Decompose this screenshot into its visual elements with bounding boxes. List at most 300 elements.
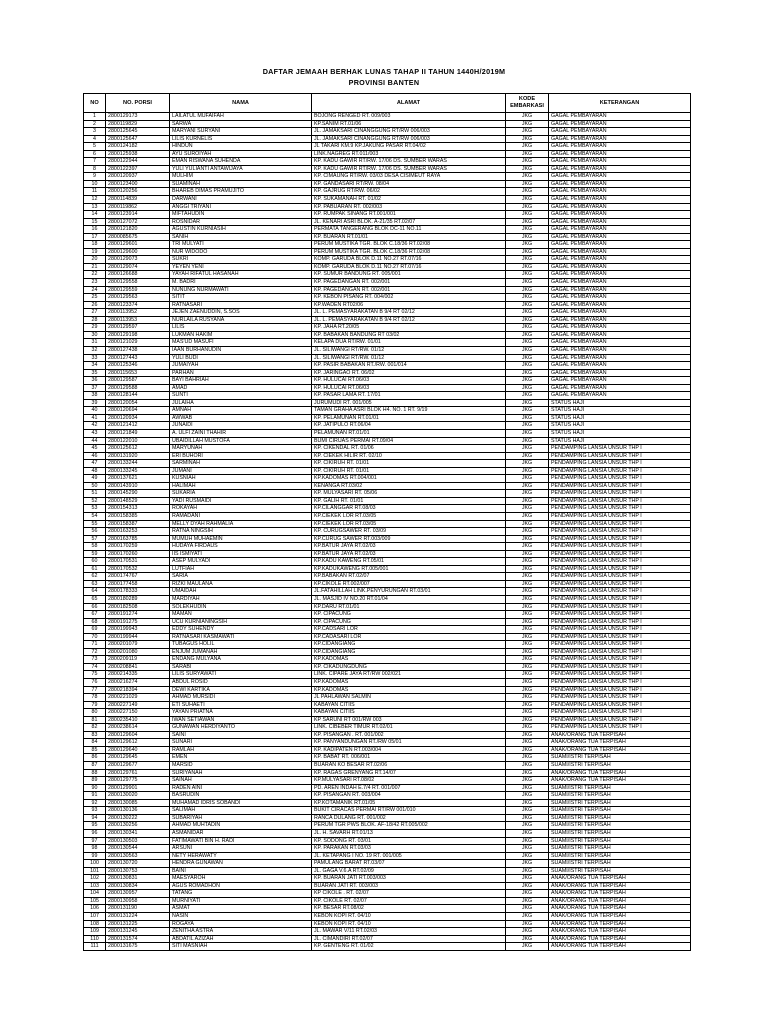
- table-row: [84, 309, 691, 317]
- cell-nama: SUNARI: [170, 739, 312, 747]
- table-row: [84, 920, 691, 928]
- cell-kode: JKG: [506, 233, 549, 241]
- cell-alamat: KP. GANDASARI RT/RW. 08/04: [312, 180, 506, 188]
- cell-kode: JKG: [506, 724, 549, 732]
- cell-kode: JKG: [506, 641, 549, 649]
- cell-alamat: KP.KADOMAS RT.004/001: [312, 475, 506, 483]
- cell-no: 63: [84, 580, 106, 588]
- cell-kode: JKG: [506, 739, 549, 747]
- cell-alamat: KP.BABAKAN RT.02/07: [312, 573, 506, 581]
- table-row: [84, 248, 691, 256]
- table-row: [84, 128, 691, 136]
- cell-no: 52: [84, 497, 106, 505]
- cell-porsi: 2800120694: [106, 407, 170, 415]
- cell-kode: JKG: [506, 867, 549, 875]
- table-row: [84, 271, 691, 279]
- cell-alamat: KOMP. GARUDA BLOK D.11 NO.27 RT.07/16: [312, 256, 506, 264]
- cell-no: 18: [84, 241, 106, 249]
- cell-kode: JKG: [506, 226, 549, 234]
- cell-kode: JKG: [506, 211, 549, 219]
- cell-kode: JKG: [506, 626, 549, 634]
- cell-alamat: LINK. CIPARE JAYA RT/RW 002/021: [312, 671, 506, 679]
- cell-porsi: 2800191275: [106, 618, 170, 626]
- cell-porsi: 2800158387: [106, 520, 170, 528]
- cell-alamat: KP CIKOLE . RT. 02/07: [312, 890, 506, 898]
- table-row: [84, 384, 691, 392]
- cell-keterangan: PENDAMPING LANSIA UNSUR THP I: [549, 467, 691, 475]
- cell-nama: RATNASARI: [170, 301, 312, 309]
- cell-keterangan: GAGAL PEMBAYARAN: [549, 301, 691, 309]
- cell-kode: JKG: [506, 203, 549, 211]
- table-row: [84, 656, 691, 664]
- cell-alamat: KP.CIKOLE RT.002/007: [312, 580, 506, 588]
- cell-keterangan: GAGAL PEMBAYARAN: [549, 354, 691, 362]
- table-row: [84, 316, 691, 324]
- cell-porsi: 2800163785: [106, 535, 170, 543]
- cell-porsi: 2800227150: [106, 709, 170, 717]
- table-row: [84, 875, 691, 883]
- cell-porsi: 2800227149: [106, 701, 170, 709]
- cell-nama: AYU SUROIYAH: [170, 150, 312, 158]
- cell-keterangan: PENDAMPING LANSIA UNSUR THP I: [549, 528, 691, 536]
- cell-keterangan: GAGAL PEMBAYARAN: [549, 188, 691, 196]
- cell-alamat: BUARAN KO BESAR RT.02/06: [312, 762, 506, 770]
- cell-no: 50: [84, 482, 106, 490]
- cell-alamat: PD. AREN INDAH E.7/4 RT. 001/007: [312, 784, 506, 792]
- cell-nama: TRI MULYATI: [170, 241, 312, 249]
- cell-nama: IWAN SETIAWAN: [170, 716, 312, 724]
- cell-porsi: 2800180289: [106, 596, 170, 604]
- cell-no: 71: [84, 641, 106, 649]
- cell-alamat: KP. SUKAMANAH RT. 01/02: [312, 196, 506, 204]
- cell-nama: IIS ISMIYATI: [170, 550, 312, 558]
- pilgrim-table: [83, 93, 691, 951]
- cell-nama: A. ULFI ZAINI THAHIR: [170, 429, 312, 437]
- cell-nama: MELLY DYAH RAHMALIA: [170, 520, 312, 528]
- cell-nama: ENDANG MULYANA: [170, 656, 312, 664]
- cell-nama: EMAN RISWANA SUHENDA: [170, 158, 312, 166]
- cell-kode: JKG: [506, 528, 549, 536]
- cell-nama: YEYEN YENI: [170, 263, 312, 271]
- cell-kode: JKG: [506, 158, 549, 166]
- cell-porsi: 2800121849: [106, 429, 170, 437]
- cell-no: 109: [84, 928, 106, 936]
- cell-porsi: 2800130831: [106, 875, 170, 883]
- cell-nama: AGUS ROMADHON: [170, 882, 312, 890]
- table-row: [84, 784, 691, 792]
- cell-alamat: KP.KADOMAS: [312, 656, 506, 664]
- cell-porsi: 2800125647: [106, 135, 170, 143]
- cell-no: 101: [84, 867, 106, 875]
- cell-porsi: 2800129775: [106, 777, 170, 785]
- cell-alamat: KP SARUNI RT 001/RW 003: [312, 716, 506, 724]
- table-row: [84, 807, 691, 815]
- cell-alamat: BUARAN JATI RT. 003/003: [312, 882, 506, 890]
- cell-kode: JKG: [506, 143, 549, 151]
- cell-nama: FATIMAWATI BIN H. RADI: [170, 837, 312, 845]
- table-row: [84, 120, 691, 128]
- cell-keterangan: ANAK/ORANG TUA TERPISAH: [549, 943, 691, 951]
- table-row: [84, 535, 691, 543]
- cell-no: 90: [84, 784, 106, 792]
- cell-keterangan: ANAK/ORANG TUA TERPISAH: [549, 912, 691, 920]
- cell-no: 88: [84, 769, 106, 777]
- cell-no: 48: [84, 467, 106, 475]
- cell-no: 93: [84, 807, 106, 815]
- cell-kode: JKG: [506, 452, 549, 460]
- cell-keterangan: PENDAMPING LANSIA UNSUR THP I: [549, 580, 691, 588]
- cell-porsi: 2800130720: [106, 860, 170, 868]
- cell-no: 26: [84, 301, 106, 309]
- cell-keterangan: SUAMI/ISTRI TERPISAH: [549, 792, 691, 800]
- cell-porsi: 2800113953: [106, 316, 170, 324]
- cell-kode: JKG: [506, 429, 549, 437]
- cell-porsi: 2800129612: [106, 739, 170, 747]
- cell-alamat: JL. KENARI ASRI BLOK. A-21/35 RT.02/07: [312, 218, 506, 226]
- table-row: [84, 762, 691, 770]
- cell-keterangan: PENDAMPING LANSIA UNSUR THP I: [549, 694, 691, 702]
- table-row: [84, 928, 691, 936]
- cell-kode: JKG: [506, 565, 549, 573]
- cell-no: 77: [84, 686, 106, 694]
- cell-alamat: KP.WADEN RT02/06: [312, 301, 506, 309]
- cell-keterangan: PENDAMPING LANSIA UNSUR THP I: [549, 648, 691, 656]
- cell-keterangan: GAGAL PEMBAYARAN: [549, 233, 691, 241]
- header-keterangan: KETERANGAN: [549, 94, 691, 113]
- cell-keterangan: PENDAMPING LANSIA UNSUR THP I: [549, 671, 691, 679]
- cell-porsi: 2800129645: [106, 754, 170, 762]
- cell-kode: JKG: [506, 460, 549, 468]
- cell-alamat: KP.BATUR JAYA RT.02/03: [312, 543, 506, 551]
- cell-nama: BAINI: [170, 867, 312, 875]
- table-row: [84, 686, 691, 694]
- cell-alamat: BUKIT CIRACAS PERMAI RT/RW 001/010: [312, 807, 506, 815]
- cell-keterangan: SUAMI/ISTRI TERPISAH: [549, 814, 691, 822]
- cell-no: 83: [84, 731, 106, 739]
- table-row: [84, 339, 691, 347]
- cell-nama: JUNAIDI: [170, 422, 312, 430]
- cell-keterangan: GAGAL PEMBAYARAN: [549, 256, 691, 264]
- table-row: [84, 731, 691, 739]
- cell-porsi: 2800119862: [106, 203, 170, 211]
- table-row: [84, 354, 691, 362]
- table-row: [84, 573, 691, 581]
- table-row: [84, 769, 691, 777]
- cell-alamat: KP. CIKIRUH RT. 01/01: [312, 460, 506, 468]
- cell-porsi: 2800129677: [106, 762, 170, 770]
- cell-kode: JKG: [506, 392, 549, 400]
- cell-no: 65: [84, 596, 106, 604]
- table-row: [84, 113, 691, 121]
- cell-kode: JKG: [506, 271, 549, 279]
- table-row: [84, 694, 691, 702]
- cell-keterangan: STATUS HAJI: [549, 422, 691, 430]
- cell-keterangan: SUAMI/ISTRI TERPISAH: [549, 837, 691, 845]
- cell-kode: JKG: [506, 384, 549, 392]
- cell-alamat: KP. JATIPULO RT.06/04: [312, 422, 506, 430]
- cell-keterangan: PENDAMPING LANSIA UNSUR THP I: [549, 618, 691, 626]
- cell-porsi: 2800133244: [106, 460, 170, 468]
- cell-kode: JKG: [506, 679, 549, 687]
- cell-no: 20: [84, 256, 106, 264]
- cell-keterangan: SUAMI/ISTRI TERPISAH: [549, 807, 691, 815]
- cell-nama: SUAMINAH: [170, 180, 312, 188]
- cell-nama: SARIA: [170, 573, 312, 581]
- cell-keterangan: STATUS HAJI: [549, 437, 691, 445]
- cell-no: 102: [84, 875, 106, 883]
- cell-porsi: 2800115653: [106, 369, 170, 377]
- cell-kode: JKG: [506, 286, 549, 294]
- table-row: [84, 377, 691, 385]
- table-row: [84, 346, 691, 354]
- cell-porsi: 2800129073: [106, 256, 170, 264]
- table-row: [84, 362, 691, 370]
- table-row: [84, 867, 691, 875]
- cell-keterangan: ANAK/ORANG TUA TERPISAH: [549, 739, 691, 747]
- cell-alamat: KP. JARINGAO RT. 06/02: [312, 369, 506, 377]
- cell-no: 35: [84, 369, 106, 377]
- cell-kode: JKG: [506, 543, 549, 551]
- cell-alamat: KP. HULUCAI RT.06/03: [312, 377, 506, 385]
- cell-kode: JKG: [506, 316, 549, 324]
- cell-kode: JKG: [506, 807, 549, 815]
- cell-nama: ARSUNI: [170, 845, 312, 853]
- cell-keterangan: GAGAL PEMBAYARAN: [549, 158, 691, 166]
- cell-porsi: 2800170532: [106, 565, 170, 573]
- cell-nama: NURLAILA RUSYANA: [170, 316, 312, 324]
- cell-kode: JKG: [506, 656, 549, 664]
- cell-kode: JKG: [506, 875, 549, 883]
- cell-no: 51: [84, 490, 106, 498]
- table-row: [84, 935, 691, 943]
- cell-porsi: 2800174767: [106, 573, 170, 581]
- cell-no: 61: [84, 565, 106, 573]
- cell-porsi: 2800154313: [106, 505, 170, 513]
- cell-alamat: KP. GALIH RT. 01/01: [312, 497, 506, 505]
- cell-nama: ZENITHA ASTRA: [170, 928, 312, 936]
- cell-keterangan: GAGAL PEMBAYARAN: [549, 165, 691, 173]
- cell-no: 74: [84, 663, 106, 671]
- cell-alamat: KP. PAGEDANGAN RT. 002/001: [312, 279, 506, 287]
- cell-no: 4: [84, 135, 106, 143]
- cell-nama: SAINAH: [170, 777, 312, 785]
- cell-nama: PARHAN: [170, 369, 312, 377]
- cell-keterangan: PENDAMPING LANSIA UNSUR THP I: [549, 550, 691, 558]
- cell-no: 97: [84, 837, 106, 845]
- table-header-row: [84, 94, 691, 113]
- cell-nama: MUMUH MUHAEMIN: [170, 535, 312, 543]
- cell-porsi: 2800131224: [106, 912, 170, 920]
- cell-porsi: 2800177458: [106, 580, 170, 588]
- cell-porsi: 2800130341: [106, 829, 170, 837]
- cell-no: 95: [84, 822, 106, 830]
- cell-no: 73: [84, 656, 106, 664]
- table-row: [84, 603, 691, 611]
- table-row: [84, 596, 691, 604]
- cell-nama: MARDIYAH: [170, 596, 312, 604]
- cell-no: 36: [84, 377, 106, 385]
- cell-porsi: 2800123400: [106, 180, 170, 188]
- cell-kode: JKG: [506, 701, 549, 709]
- cell-porsi: 2800201080: [106, 648, 170, 656]
- cell-porsi: 2800125645: [106, 128, 170, 136]
- cell-no: 110: [84, 935, 106, 943]
- cell-alamat: KOMP. GARUDA BLOK D.11 NO.27 RT.07/16: [312, 263, 506, 271]
- cell-porsi: 2800123914: [106, 211, 170, 219]
- cell-nama: HUDAYA FIRDAUS: [170, 543, 312, 551]
- cell-kode: JKG: [506, 731, 549, 739]
- cell-porsi: 2800130503: [106, 837, 170, 845]
- cell-alamat: KP. MULYASARI RT. 05/06: [312, 490, 506, 498]
- cell-alamat: KP. PAGEDANGAN RT. 002/001: [312, 286, 506, 294]
- table-row: [84, 482, 691, 490]
- cell-alamat: JL. GAGA V.6.A RT.02/09: [312, 867, 506, 875]
- cell-alamat: KP.CILANGGAR RT.08/03: [312, 505, 506, 513]
- table-row: [84, 331, 691, 339]
- table-row: [84, 256, 691, 264]
- table-row: [84, 452, 691, 460]
- cell-nama: MIFTAHUDIN: [170, 211, 312, 219]
- cell-nama: NUR WIDODO: [170, 248, 312, 256]
- cell-porsi: 2800137621: [106, 475, 170, 483]
- cell-alamat: BOJONG RENGED RT. 009/003: [312, 113, 506, 121]
- table-row: [84, 490, 691, 498]
- table-row: [84, 188, 691, 196]
- cell-porsi: 2800125346: [106, 362, 170, 370]
- cell-alamat: KP. GAJRUG RT/RW. 06/02: [312, 188, 506, 196]
- cell-porsi: 2800129587: [106, 377, 170, 385]
- cell-keterangan: GAGAL PEMBAYARAN: [549, 369, 691, 377]
- table-row: [84, 845, 691, 853]
- document-title: [0, 66, 768, 88]
- cell-kode: JKG: [506, 445, 549, 453]
- cell-kode: JKG: [506, 294, 549, 302]
- cell-porsi: 2800238614: [106, 724, 170, 732]
- cell-kode: JKG: [506, 256, 549, 264]
- cell-keterangan: GAGAL PEMBAYARAN: [549, 309, 691, 317]
- cell-keterangan: PENDAMPING LANSIA UNSUR THP I: [549, 460, 691, 468]
- table-row: [84, 580, 691, 588]
- cell-keterangan: PENDAMPING LANSIA UNSUR THP I: [549, 663, 691, 671]
- cell-no: 37: [84, 384, 106, 392]
- cell-nama: TATANG: [170, 890, 312, 898]
- cell-kode: JKG: [506, 663, 549, 671]
- cell-keterangan: PENDAMPING LANSIA UNSUR THP I: [549, 445, 691, 453]
- cell-no: 11: [84, 188, 106, 196]
- cell-porsi: 2800170531: [106, 558, 170, 566]
- cell-porsi: 2800123374: [106, 301, 170, 309]
- cell-keterangan: PENDAMPING LANSIA UNSUR THP I: [549, 716, 691, 724]
- cell-no: 94: [84, 814, 106, 822]
- cell-porsi: 2800131245: [106, 928, 170, 936]
- cell-keterangan: GAGAL PEMBAYARAN: [549, 248, 691, 256]
- cell-alamat: KELAPA DUA RT/RW. 01/01: [312, 339, 506, 347]
- cell-keterangan: PENDAMPING LANSIA UNSUR THP I: [549, 701, 691, 709]
- cell-kode: JKG: [506, 120, 549, 128]
- cell-keterangan: GAGAL PEMBAYARAN: [549, 316, 691, 324]
- cell-kode: JKG: [506, 362, 549, 370]
- cell-keterangan: PENDAMPING LANSIA UNSUR THP I: [549, 679, 691, 687]
- cell-alamat: KABAYAN CITIIS: [312, 701, 506, 709]
- cell-no: 6: [84, 150, 106, 158]
- cell-alamat: KP. CIKIRUH RT. 01/01: [312, 467, 506, 475]
- cell-alamat: JL. KETAPANG I NO. 19 RT. 001/005: [312, 852, 506, 860]
- cell-no: 81: [84, 716, 106, 724]
- cell-keterangan: GAGAL PEMBAYARAN: [549, 135, 691, 143]
- cell-no: 53: [84, 505, 106, 513]
- cell-nama: BASRUDIN: [170, 792, 312, 800]
- cell-porsi: 2800129601: [106, 241, 170, 249]
- cell-porsi: 2800235410: [106, 716, 170, 724]
- cell-alamat: LINK.NAGREG RT.011/003: [312, 150, 506, 158]
- cell-kode: JKG: [506, 799, 549, 807]
- table-row: [84, 641, 691, 649]
- cell-keterangan: PENDAMPING LANSIA UNSUR THP I: [549, 641, 691, 649]
- cell-nama: BHAREB DIMAS PRAMUJITO: [170, 188, 312, 196]
- cell-nama: ROGAYA: [170, 920, 312, 928]
- cell-alamat: KP. BESAR RT.08/02: [312, 905, 506, 913]
- cell-kode: JKG: [506, 754, 549, 762]
- cell-alamat: PELAMUNAN RT.01/01: [312, 429, 506, 437]
- cell-keterangan: GAGAL PEMBAYARAN: [549, 339, 691, 347]
- cell-keterangan: PENDAMPING LANSIA UNSUR THP I: [549, 535, 691, 543]
- header-porsi: NO. PORSI: [106, 94, 170, 113]
- cell-kode: JKG: [506, 686, 549, 694]
- cell-nama: SANIH: [170, 233, 312, 241]
- cell-keterangan: ANAK/ORANG TUA TERPISAH: [549, 875, 691, 883]
- cell-nama: MARYUNAH: [170, 445, 312, 453]
- cell-keterangan: ANAK/ORANG TUA TERPISAH: [549, 777, 691, 785]
- cell-porsi: 2800128144: [106, 392, 170, 400]
- cell-porsi: 2800131920: [106, 452, 170, 460]
- cell-alamat: KEBON KOPI RT. 04/10: [312, 912, 506, 920]
- cell-kode: JKG: [506, 165, 549, 173]
- cell-kode: JKG: [506, 618, 549, 626]
- cell-no: 43: [84, 429, 106, 437]
- cell-nama: RIZKI MAULANA: [170, 580, 312, 588]
- cell-nama: NETY HERAWATY: [170, 852, 312, 860]
- cell-keterangan: ANAK/ORANG TUA TERPISAH: [549, 935, 691, 943]
- table-row: [84, 671, 691, 679]
- cell-alamat: KP. CIPACUNG: [312, 618, 506, 626]
- cell-keterangan: PENDAMPING LANSIA UNSUR THP I: [549, 497, 691, 505]
- cell-no: 105: [84, 897, 106, 905]
- cell-alamat: JL. SILIWANGI RT/RW. 01/12: [312, 346, 506, 354]
- cell-nama: ANGGI TRIYANI: [170, 203, 312, 211]
- cell-kode: JKG: [506, 150, 549, 158]
- cell-kode: JKG: [506, 482, 549, 490]
- cell-keterangan: STATUS HAJI: [549, 429, 691, 437]
- cell-alamat: KP. BABAT RT. 006/001: [312, 754, 506, 762]
- cell-keterangan: ANAK/ORANG TUA TERPISAH: [549, 928, 691, 936]
- cell-no: 3: [84, 128, 106, 136]
- cell-kode: JKG: [506, 837, 549, 845]
- cell-porsi: 2800130544: [106, 845, 170, 853]
- cell-alamat: JL. H. SAVARH RT.01/13: [312, 829, 506, 837]
- cell-no: 45: [84, 445, 106, 453]
- cell-alamat: KP.KADUKAWENG RT.005/001: [312, 565, 506, 573]
- cell-kode: JKG: [506, 414, 549, 422]
- cell-nama: LILIS: [170, 324, 312, 332]
- cell-alamat: KP. CIEKEK HILIR RT. 02/10: [312, 452, 506, 460]
- cell-no: 12: [84, 196, 106, 204]
- cell-no: 82: [84, 724, 106, 732]
- cell-no: 89: [84, 777, 106, 785]
- cell-keterangan: PENDAMPING LANSIA UNSUR THP I: [549, 588, 691, 596]
- cell-nama: MULHIM: [170, 173, 312, 181]
- cell-no: 38: [84, 392, 106, 400]
- cell-no: 40: [84, 407, 106, 415]
